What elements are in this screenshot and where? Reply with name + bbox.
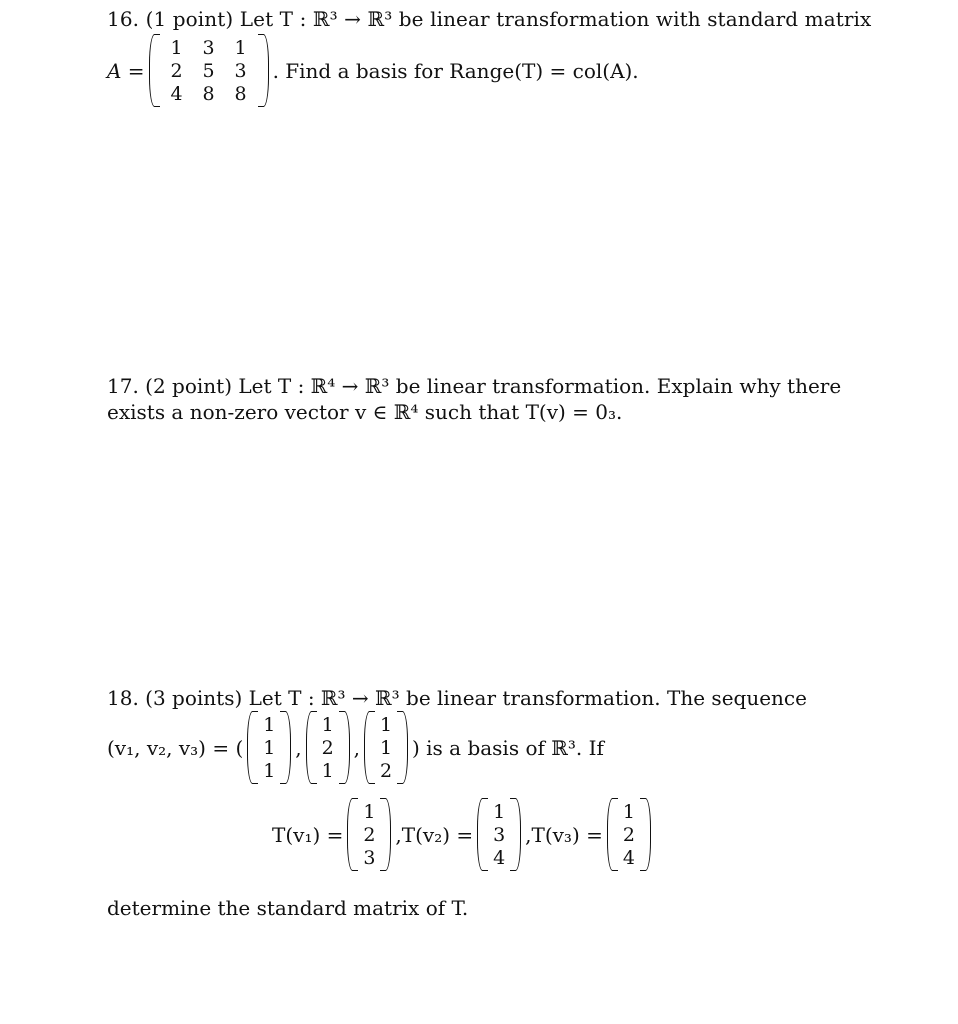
vector-entry: 4 (493, 846, 506, 869)
problem-17 (107, 373, 869, 425)
vector-entry: 1 (321, 759, 334, 782)
vector-entry: 3 (363, 846, 376, 869)
vector-entry: 1 (321, 713, 334, 736)
matrix-entry: 4 (170, 82, 183, 105)
vector-entry: 2 (363, 823, 376, 846)
vector-entry: 1 (363, 800, 376, 823)
problem-18-final: determine the standard matrix of T. (107, 896, 469, 920)
vector-t2 (477, 798, 521, 871)
vector-entry: 1 (379, 736, 393, 759)
matrix-entry: 5 (202, 59, 215, 82)
matrix-entry: 8 (234, 82, 247, 105)
vector-entry: 1 (493, 800, 506, 823)
problem-18: 18. (3 points) Let T : ℝ³ → ℝ³ be linear transformation. The sequence (v₁, v₂, v₃) = ( 1 1 1 , 1 2 1 , 1 1 2 ) is a basis of ℝ³. If T(v₁) = 1 2 3 ,T(v₂) = 1 3 4 ,T(v₃) = 1 2 4 determine the standard matrix of T. (107, 685, 869, 921)
vector-entry: 1 (379, 713, 393, 736)
vector-v2 (306, 711, 350, 784)
matrix-label: A = (107, 58, 145, 83)
t3-label: ,T(v₃) = (525, 822, 603, 847)
vector-entry: 1 (263, 736, 276, 759)
t2-label: ,T(v₂) = (395, 822, 474, 847)
vector-entry: 1 (263, 759, 276, 782)
matrix-entry: 1 (234, 36, 247, 59)
vector-entry: 2 (622, 823, 635, 846)
matrix-A (149, 34, 269, 107)
vector-entry: 1 (263, 713, 276, 736)
matrix-entry: 1 (170, 36, 183, 59)
matrix-entry: 3 (234, 59, 247, 82)
basis-after: ) is a basis of ℝ³. If (411, 735, 604, 760)
vector-v1 (247, 711, 291, 784)
vector-t3 (607, 798, 651, 871)
problem-18-statement: 18. (3 points) Let T : ℝ³ → ℝ³ be linear transformation. The sequence (107, 686, 807, 710)
matrix-entry: 2 (170, 59, 183, 82)
vector-entry: 2 (321, 736, 334, 759)
problem-16-statement: 16. (1 point) Let T : ℝ³ → ℝ³ be linear transformation with standard matrix (107, 7, 872, 31)
vector-v3 (364, 711, 408, 784)
vector-entry: 1 (622, 800, 635, 823)
vector-entry: 3 (493, 823, 506, 846)
vector-t1 (347, 798, 391, 871)
problem-17-line-2: exists a non-zero vector v ∈ ℝ⁴ such that T(v) = 0₃. (107, 400, 623, 424)
matrix-entry: 3 (202, 36, 215, 59)
problem-16 (107, 6, 872, 107)
problem-17-line-1: 17. (2 point) Let T : ℝ⁴ → ℝ³ be linear transformation. Explain why there (107, 374, 842, 398)
t1-label: T(v₁) = (272, 822, 344, 847)
basis-label: (v₁, v₂, v₃) = ( (107, 735, 244, 760)
problem-16-question: . Find a basis for Range(T) = col(A). (272, 58, 639, 83)
vector-entry: 2 (379, 759, 393, 782)
vector-entry: 4 (622, 846, 635, 869)
matrix-entry: 8 (202, 82, 215, 105)
